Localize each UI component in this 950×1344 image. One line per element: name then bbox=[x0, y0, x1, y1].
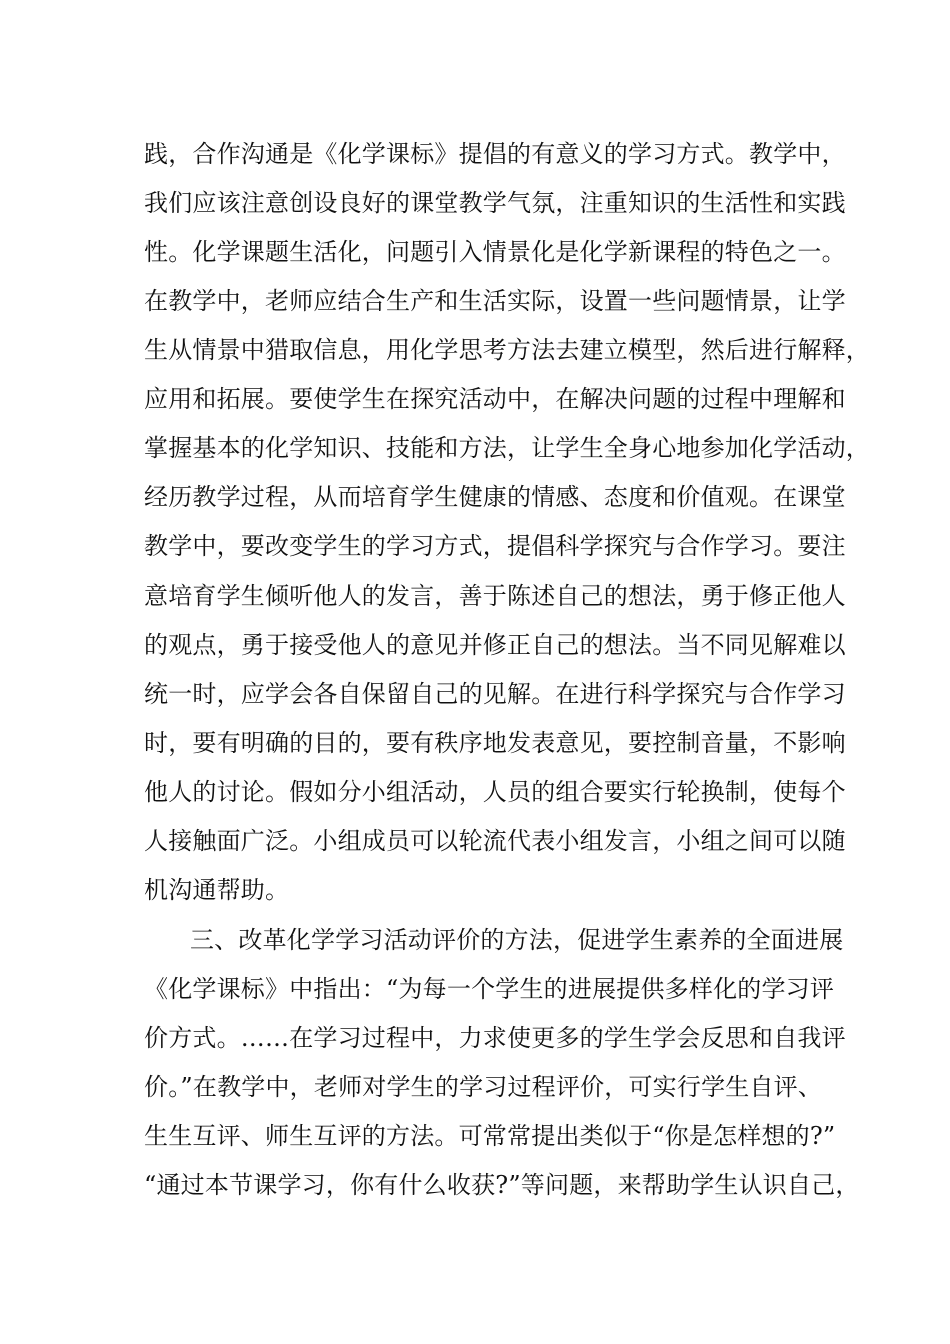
paragraph-line-22: “通过本节课学习，你有什么收获?”等问题，来帮助学生认识自己， bbox=[144, 1171, 860, 1199]
paragraph-line-15: 人接触面广泛。小组成员可以轮流代表小组发言，小组之间可以随 bbox=[144, 827, 846, 855]
paragraph-line-5: 生从情景中猎取信息，用化学思考方法去建立模型，然后进行解释， bbox=[144, 336, 870, 364]
paragraph-line-21: 生生互评、师生互评的方法。可常常提出类似于“你是怎样想的?” bbox=[144, 1122, 836, 1150]
paragraph-line-14: 他人的讨论。假如分小组活动，人员的组合要实行轮换制，使每个 bbox=[144, 778, 846, 806]
paragraph-line-20: 价。”在教学中，老师对学生的学习过程评价，可实行学生自评、 bbox=[144, 1073, 823, 1101]
paragraph-line-12: 统一时，应学会各自保留自己的见解。在进行科学探究与合作学习 bbox=[144, 680, 846, 708]
paragraph-line-8: 经历教学过程，从而培育学生健康的情感、态度和价值观。在课堂 bbox=[144, 483, 846, 511]
paragraph-line-4: 在教学中，老师应结合生产和生活实际，设置一些问题情景，让学 bbox=[144, 287, 846, 315]
section-heading-3: 三、改革化学学习活动评价的方法，促进学生素养的全面进展 bbox=[190, 926, 844, 954]
paragraph-line-9: 教学中，要改变学生的学习方式，提倡科学探究与合作学习。要注 bbox=[144, 532, 846, 560]
paragraph-line-6: 应用和拓展。要使学生在探究活动中，在解决问题的过程中理解和 bbox=[144, 385, 846, 413]
paragraph-line-18: 《化学课标》中指出：“为每一个学生的进展提供多样化的学习评 bbox=[144, 975, 835, 1003]
paragraph-line-11: 的观点，勇于接受他人的意见并修正自己的想法。当不同见解难以 bbox=[144, 631, 846, 659]
paragraph-line-19: 价方式。……在学习过程中，力求使更多的学生学会反思和自我评 bbox=[144, 1024, 846, 1052]
paragraph-line-13: 时，要有明确的目的，要有秩序地发表意见，要控制音量，不影响 bbox=[144, 729, 846, 757]
paragraph-line-1: 践，合作沟通是《化学课标》提倡的有意义的学习方式。教学中， bbox=[144, 140, 846, 168]
paragraph-line-2: 我们应该注意创设良好的课堂教学气氛，注重知识的生活性和实践 bbox=[144, 189, 846, 217]
paragraph-line-16: 机沟通帮助。 bbox=[144, 876, 290, 904]
paragraph-line-7: 掌握基本的化学知识、技能和方法，让学生全身心地参加化学活动， bbox=[144, 434, 870, 462]
paragraph-line-10: 意培育学生倾听他人的发言，善于陈述自己的想法，勇于修正他人 bbox=[144, 582, 846, 610]
paragraph-line-3: 性。化学课题生活化，问题引入情景化是化学新课程的特色之一。 bbox=[144, 238, 846, 266]
